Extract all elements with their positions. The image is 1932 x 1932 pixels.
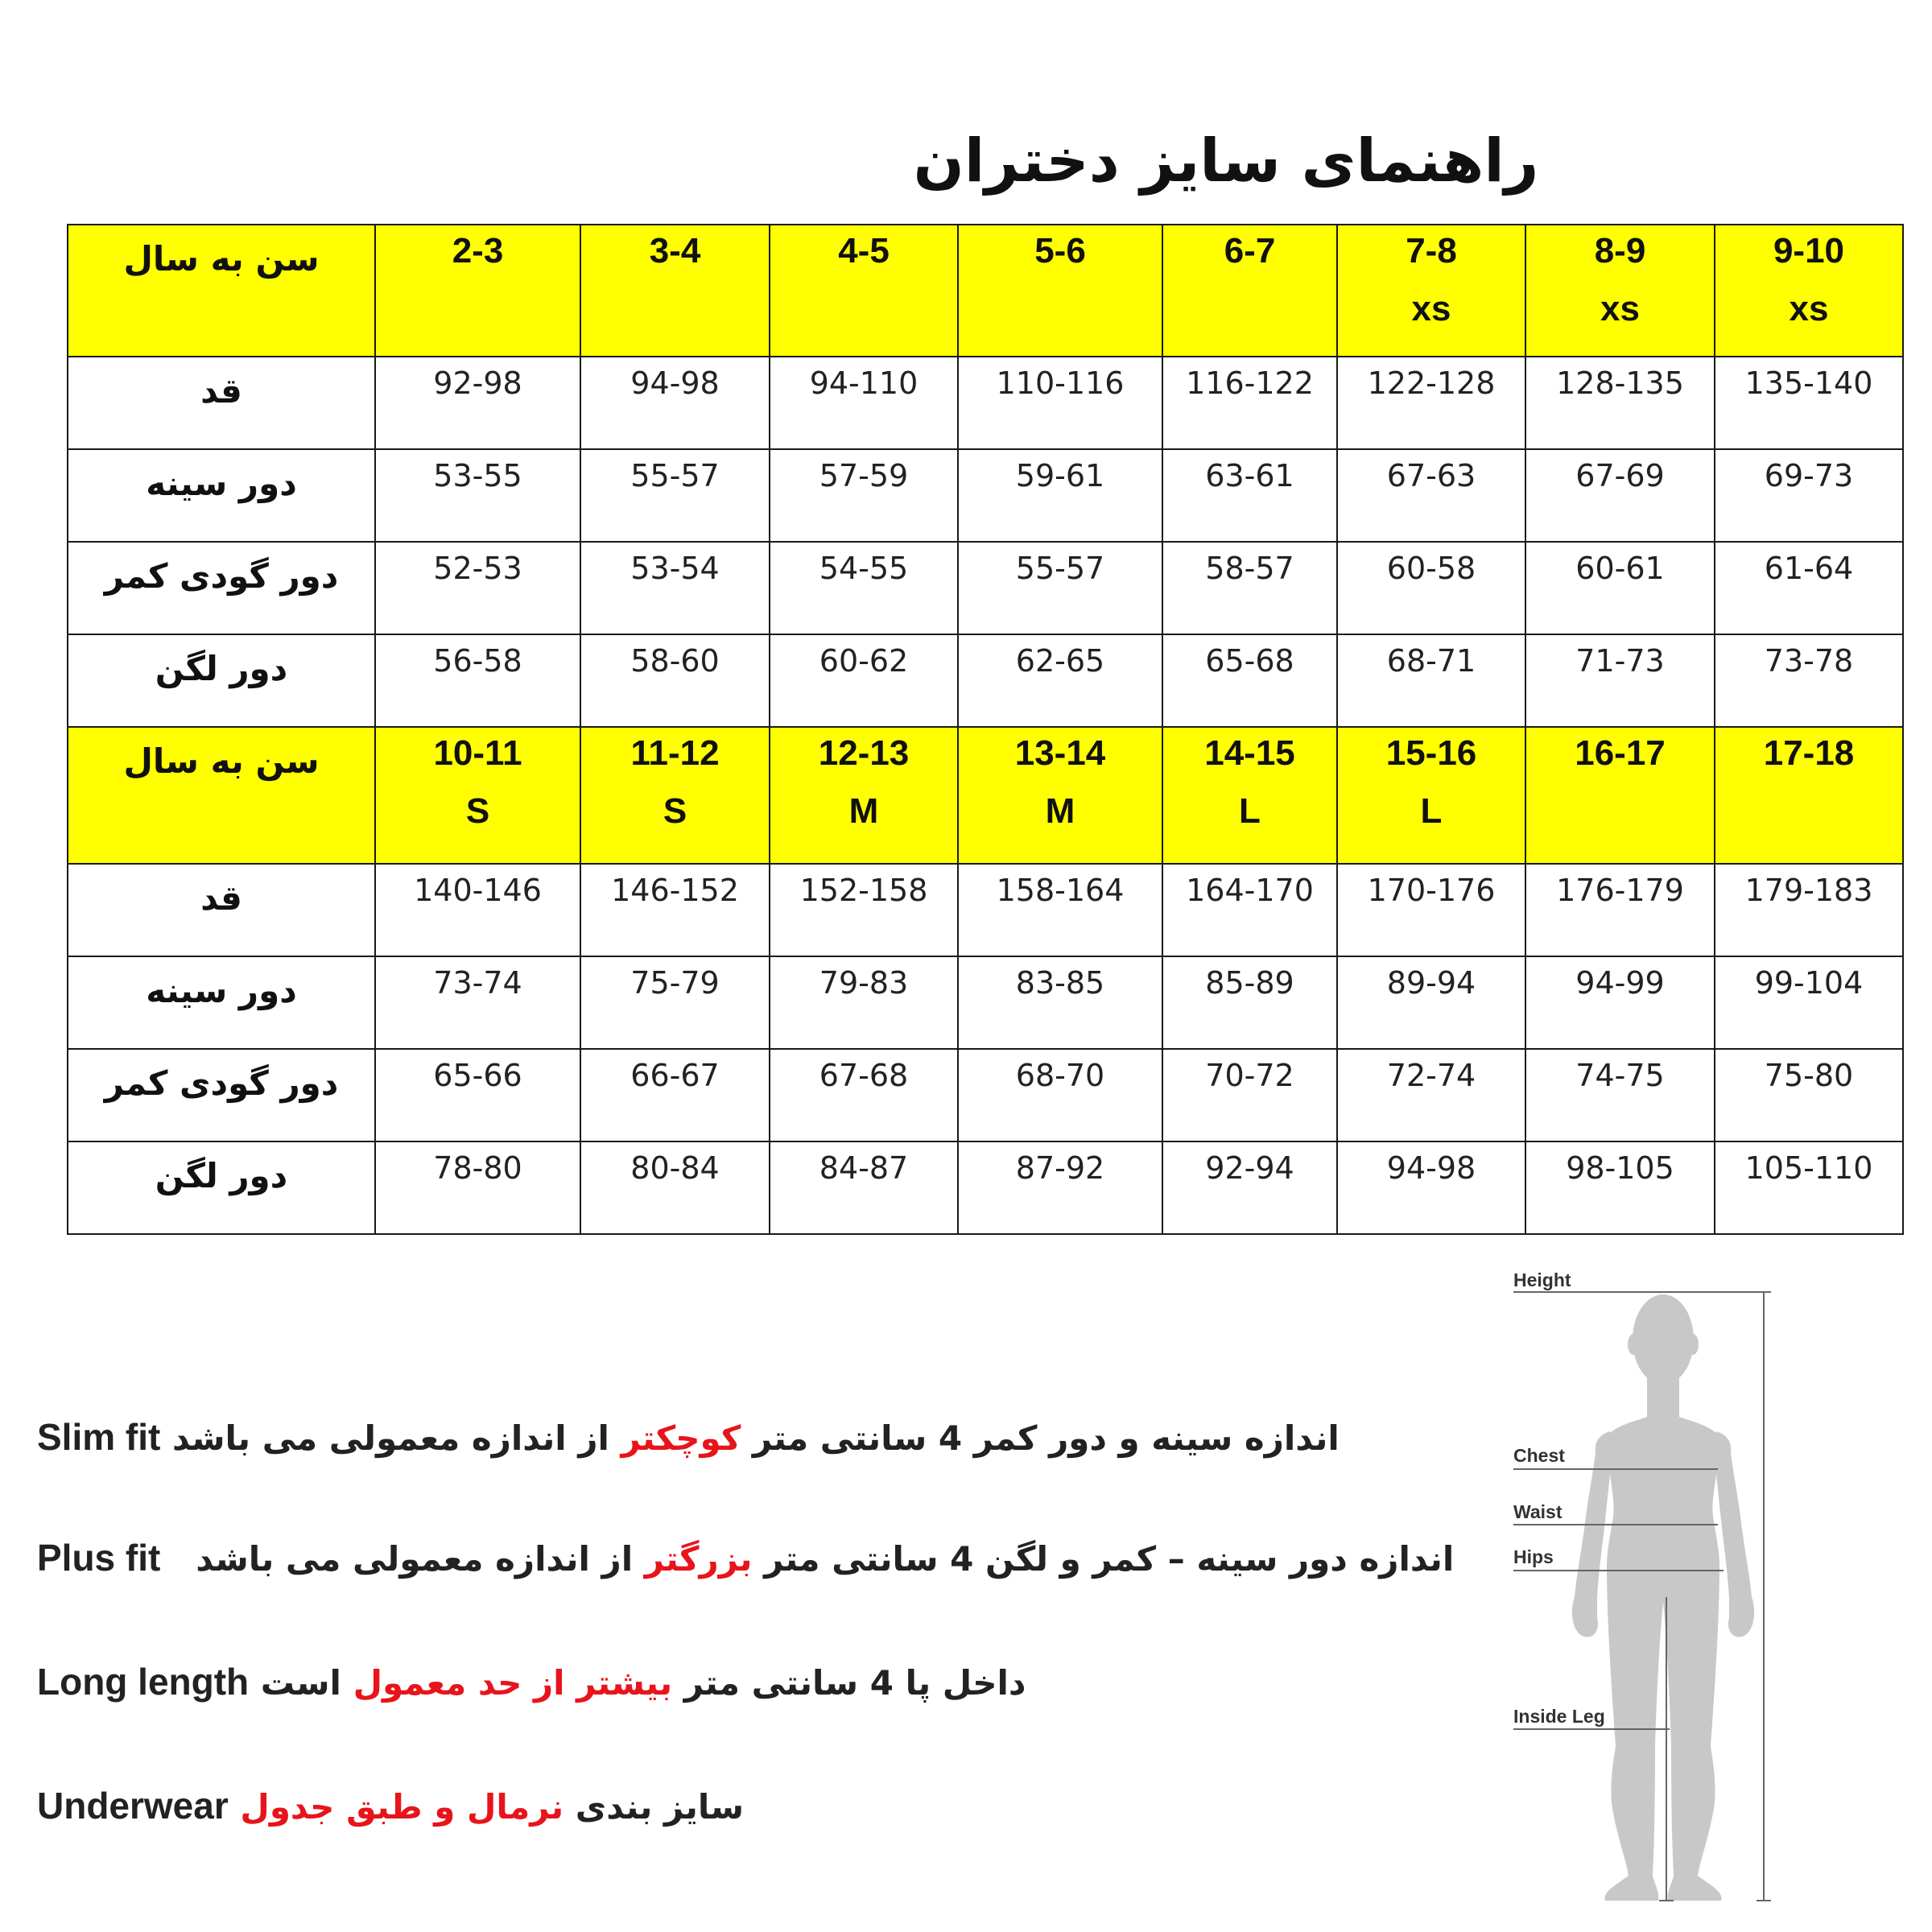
measurement-row: [68, 956, 1903, 1049]
age-row-label: سن به سال: [68, 727, 375, 864]
measurement-value: 63-61: [1162, 449, 1337, 542]
measurement-value: 53-54: [580, 542, 770, 634]
measurement-value: 65-68: [1162, 634, 1337, 727]
measurement-value: 152-158: [770, 864, 958, 956]
fit-name: Long length: [37, 1661, 250, 1703]
age-header-cell: [1525, 225, 1715, 357]
age-header-cell: [1525, 727, 1715, 864]
age-range: 9-10: [1773, 231, 1845, 270]
hips-label: Hips: [1513, 1546, 1554, 1567]
age-header-row: [68, 727, 1903, 864]
age-range: 16-17: [1575, 733, 1666, 773]
measurement-value: 57-59: [770, 449, 958, 542]
inside-leg-label: Inside Leg: [1513, 1706, 1605, 1727]
measurement-label: دور سینه: [68, 956, 375, 1049]
age-header-cell: [1337, 225, 1525, 357]
age-range: 4-5: [838, 231, 890, 270]
measurement-value: 158-164: [958, 864, 1162, 956]
age-header-cell: [770, 727, 958, 864]
measurement-value: 164-170: [1162, 864, 1337, 956]
measurement-value: 135-140: [1715, 357, 1903, 449]
measurement-value: 170-176: [1337, 864, 1525, 956]
measurement-value: 74-75: [1525, 1049, 1715, 1141]
fit-name: Slim fit: [37, 1416, 161, 1458]
size-chart-table: [67, 224, 1904, 1235]
measurement-value: 128-135: [1525, 357, 1715, 449]
measurement-value: 59-61: [958, 449, 1162, 542]
note-highlight: بیشتر از حد معمول: [353, 1663, 673, 1703]
note-highlight: کوچکتر: [621, 1418, 741, 1458]
page-title: راهنمای سایز دختران: [913, 126, 1539, 196]
size-code: xs: [1600, 289, 1640, 328]
note-text: از اندازه معمولی می باشد: [160, 1418, 621, 1458]
age-row-label: سن به سال: [68, 225, 375, 357]
measurement-value: 80-84: [580, 1141, 770, 1234]
age-range: 15-16: [1385, 733, 1477, 773]
waist-label: Waist: [1513, 1501, 1563, 1522]
age-header-cell: [1337, 727, 1525, 864]
age-header-cell: [1162, 225, 1337, 357]
size-code: [376, 277, 580, 341]
size-code: S: [663, 791, 687, 831]
measurement-value: 67-69: [1525, 449, 1715, 542]
measurement-value: 179-183: [1715, 864, 1903, 956]
note-text: اندازه دور سینه – کمر و لگن 4 سانتی متر: [752, 1539, 1455, 1579]
note-slim-fit: [37, 1409, 1340, 1465]
note-text: [229, 1787, 241, 1827]
note-highlight: نرمال و طبق جدول: [240, 1787, 564, 1827]
measurement-label: قد: [68, 864, 375, 956]
age-header-cell: [580, 225, 770, 357]
size-code: [1163, 277, 1336, 341]
measurement-value: 68-70: [958, 1049, 1162, 1141]
height-label: Height: [1513, 1269, 1571, 1290]
note-text: سایز بندی: [564, 1787, 744, 1827]
age-range: 8-9: [1594, 231, 1646, 270]
age-range: 7-8: [1406, 231, 1457, 270]
measurement-value: 94-99: [1525, 956, 1715, 1049]
size-code: L: [1420, 791, 1443, 831]
age-range: 14-15: [1204, 733, 1295, 773]
size-code: [959, 277, 1162, 341]
note-underwear: [37, 1777, 744, 1834]
measurement-value: 85-89: [1162, 956, 1337, 1049]
size-code: M: [1045, 791, 1075, 831]
size-code: [1715, 779, 1902, 844]
age-header-cell: [958, 727, 1162, 864]
measurement-value: 87-92: [958, 1141, 1162, 1234]
measurement-value: 55-57: [580, 449, 770, 542]
measurement-label: قد: [68, 357, 375, 449]
size-code: [1526, 779, 1714, 844]
measurement-value: 60-62: [770, 634, 958, 727]
measurement-row: [68, 449, 1903, 542]
measurement-value: 98-105: [1525, 1141, 1715, 1234]
fit-name: Plus fit: [37, 1537, 161, 1579]
measurement-value: 62-65: [958, 634, 1162, 727]
measurement-label: دور گودی کمر: [68, 542, 375, 634]
fit-name: Underwear: [37, 1785, 229, 1827]
age-range: 2-3: [452, 231, 504, 270]
size-code: [581, 277, 769, 341]
measurement-label: دور لگن: [68, 1141, 375, 1234]
measurement-value: 58-57: [1162, 542, 1337, 634]
measurement-value: 65-66: [375, 1049, 580, 1141]
measurement-value: 146-152: [580, 864, 770, 956]
measurement-row: [68, 634, 1903, 727]
measurement-value: 69-73: [1715, 449, 1903, 542]
age-header-cell: [958, 225, 1162, 357]
measurement-value: 176-179: [1525, 864, 1715, 956]
measurement-value: 61-64: [1715, 542, 1903, 634]
note-highlight: بزرگتر: [644, 1539, 753, 1579]
measurement-value: 54-55: [770, 542, 958, 634]
age-range: 5-6: [1034, 231, 1086, 270]
age-range: 10-11: [433, 733, 522, 773]
age-range: 12-13: [818, 733, 910, 773]
measurement-value: 67-68: [770, 1049, 958, 1141]
size-code: L: [1239, 791, 1261, 831]
measurement-value: 89-94: [1337, 956, 1525, 1049]
measurement-row: [68, 357, 1903, 449]
measurement-label: دور سینه: [68, 449, 375, 542]
size-chart-body: [68, 225, 1903, 1234]
body-silhouette-icon: [1572, 1294, 1754, 1901]
age-header-cell: [375, 727, 580, 864]
measurement-row: [68, 1141, 1903, 1234]
measurement-label: دور لگن: [68, 634, 375, 727]
measurement-row: [68, 864, 1903, 956]
note-text: است: [249, 1663, 353, 1703]
age-header-cell: [1715, 727, 1903, 864]
measurement-value: 94-98: [580, 357, 770, 449]
measurement-value: 92-94: [1162, 1141, 1337, 1234]
measurement-value: 122-128: [1337, 357, 1525, 449]
age-header-cell: [580, 727, 770, 864]
note-long-length: [37, 1653, 1026, 1710]
measurement-value: 110-116: [958, 357, 1162, 449]
measurement-label: دور گودی کمر: [68, 1049, 375, 1141]
age-range: 6-7: [1224, 231, 1276, 270]
note-text: از اندازه معمولی می باشد: [160, 1539, 645, 1579]
measurement-value: 70-72: [1162, 1049, 1337, 1141]
note-text: اندازه سینه و دور کمر 4 سانتی متر: [741, 1418, 1340, 1458]
size-code: xs: [1411, 289, 1451, 328]
size-code: xs: [1789, 289, 1829, 328]
measurement-value: 83-85: [958, 956, 1162, 1049]
measurement-value: 66-67: [580, 1049, 770, 1141]
measurement-value: 67-63: [1337, 449, 1525, 542]
measurement-row: [68, 542, 1903, 634]
measurement-value: 58-60: [580, 634, 770, 727]
measurement-value: 73-74: [375, 956, 580, 1049]
size-code: S: [465, 791, 490, 831]
measurement-value: 55-57: [958, 542, 1162, 634]
age-range: 13-14: [1014, 733, 1106, 773]
measurement-value: 53-55: [375, 449, 580, 542]
measurement-value: 72-74: [1337, 1049, 1525, 1141]
note-text: داخل پا 4 سانتی متر: [672, 1663, 1026, 1703]
age-header-cell: [770, 225, 958, 357]
measurement-value: 71-73: [1525, 634, 1715, 727]
measurement-value: 94-98: [1337, 1141, 1525, 1234]
measurement-value: 78-80: [375, 1141, 580, 1234]
age-header-cell: [1162, 727, 1337, 864]
age-range: 17-18: [1763, 733, 1855, 773]
measurement-value: 73-78: [1715, 634, 1903, 727]
measurement-row: [68, 1049, 1903, 1141]
measurement-value: 92-98: [375, 357, 580, 449]
age-header-row: [68, 225, 1903, 357]
measurement-value: 75-79: [580, 956, 770, 1049]
age-range: 11-12: [630, 733, 720, 773]
measurement-value: 105-110: [1715, 1141, 1903, 1234]
note-plus-fit: [37, 1530, 1454, 1586]
measurement-value: 79-83: [770, 956, 958, 1049]
measurement-value: 60-58: [1337, 542, 1525, 634]
measurement-value: 99-104: [1715, 956, 1903, 1049]
measurement-value: 94-110: [770, 357, 958, 449]
measurement-value: 60-61: [1525, 542, 1715, 634]
measurement-value: 84-87: [770, 1141, 958, 1234]
size-code: M: [848, 791, 879, 831]
measurement-value: 56-58: [375, 634, 580, 727]
body-measurement-figure: [1489, 1256, 1795, 1908]
chest-label: Chest: [1513, 1445, 1565, 1466]
age-header-cell: [375, 225, 580, 357]
age-range: 3-4: [649, 231, 701, 270]
measurement-value: 68-71: [1337, 634, 1525, 727]
measurement-value: 140-146: [375, 864, 580, 956]
size-code: [770, 277, 957, 341]
measurement-value: 116-122: [1162, 357, 1337, 449]
measurement-value: 52-53: [375, 542, 580, 634]
age-header-cell: [1715, 225, 1903, 357]
measurement-value: 75-80: [1715, 1049, 1903, 1141]
